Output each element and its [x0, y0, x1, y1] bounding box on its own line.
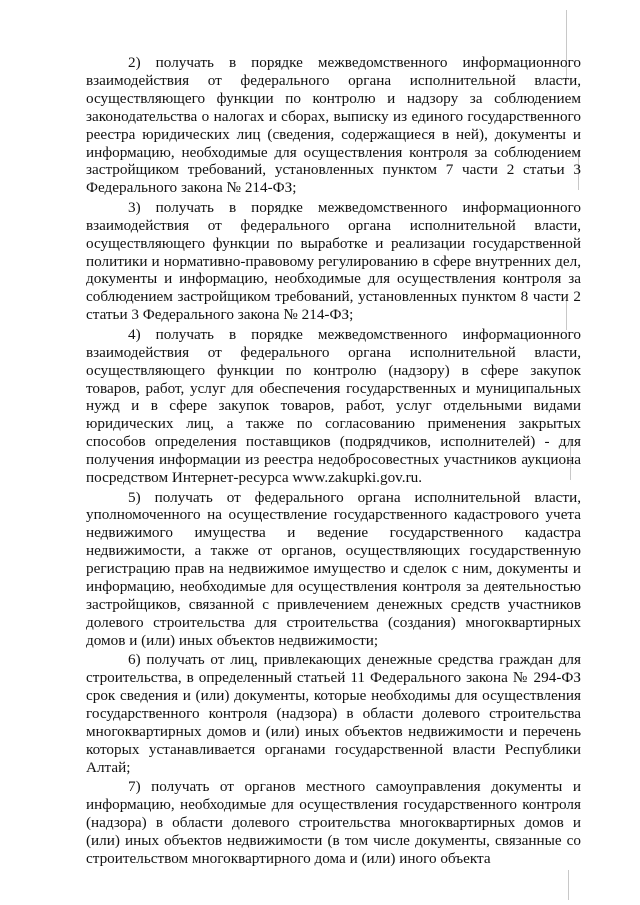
- scan-edge-mark: [568, 870, 569, 900]
- paragraph-item-7: 7) получать от органов местного самоуправления документы и информацию, необходимые для осуществления государственного контроля (надзора) в области долевого строительства многоквартирных домов и (или) иных объектов недвижимости (в том числе документы, связанные со строительством многоквартирного дома и (или) иного объекта: [86, 778, 581, 867]
- paragraph-item-2: 2) получать в порядке межведомственного информационного взаимодействия от федерального органа исполнительной власти, осуществляющего функции по контролю и надзору за соблюдением законодательства о налогах и сборах, выписку из единого государственного реестра юридических лиц (сведения, содержащиеся в ней), документы и информацию, необходимые для осуществления контроля за соблюдением застройщиком требований, установленных пунктом 7 части 2 статьи 3 Федерального закона № 214-ФЗ;: [86, 54, 581, 197]
- document-body: [86, 54, 581, 869]
- paragraph-item-4: 4) получать в порядке межведомственного информационного взаимодействия от федерального органа исполнительной власти, осуществляющего функции по контролю (надзору) в сфере закупок товаров, работ, услуг для обеспечения государственных и муниципальных нужд и в сфере закупок товаров, работ, услуг отдельными видами юридических лиц, а также по согласованию применения закрытых способов определения поставщиков (подрядчиков, исполнителей) - для получения информации из реестра недобросовестных участников аукциона посредством Интернет-ресурса www.zakupki.gov.ru.: [86, 325, 581, 487]
- paragraph-item-5: 5) получать от федерального органа исполнительной власти, уполномоченного на осуществление государственного кадастрового учета недвижимого имущества и ведение государственного кадастра недвижимости, а также от органов, осуществляющих государственную регистрацию прав на недвижимое имущество и сделок с ним, документы и информацию, необходимые для осуществления контроля за деятельностью застройщиков, связанной с привлечением денежных средств участников долевого строительства для строительства (создания) многоквартирных домов и (или) иных объектов недвижимости;: [86, 488, 581, 649]
- paragraph-item-6: 6) получать от лиц, привлекающих денежные средства граждан для строительства, в определенный статьей 11 Федерального закона № 294-ФЗ срок сведения и (или) документы, которые необходимы для осуществления государственного контроля (надзора) в области долевого строительства многоквартирных домов и (или) иных объектов недвижимости и перечень которых устанавливается органами государственной власти Республики Алтай;: [86, 651, 581, 776]
- paragraph-item-3: 3) получать в порядке межведомственного информационного взаимодействия от федерального органа исполнительной власти, осуществляющего функции по выработке и реализации государственной политики и нормативно-правовому регулированию в сфере внутренних дел, документы и информацию, необходимые для осуществления контроля за соблюдением застройщиком требований, установленных пунктом 8 части 2 статьи 3 Федерального закона № 214-ФЗ;: [86, 198, 581, 324]
